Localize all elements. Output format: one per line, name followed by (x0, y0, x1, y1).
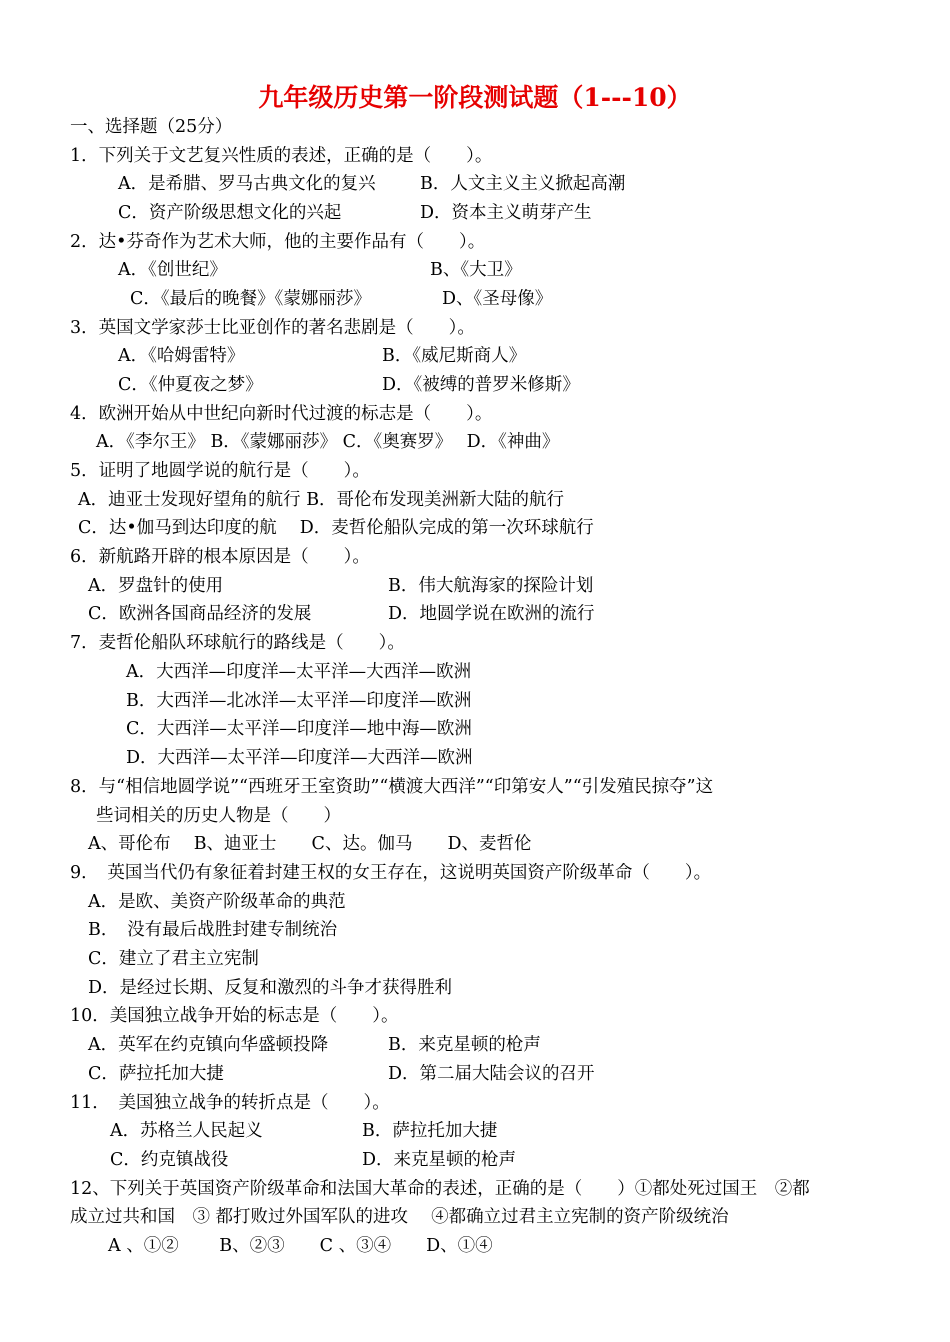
question-1-option-b: B．人文主义主义掀起高潮 (420, 174, 626, 194)
question-6-stem: 6．新航路开辟的根本原因是（ ）。 (70, 547, 370, 567)
question-1-stem: 1．下列关于文艺复兴性质的表述，正确的是（ ）。 (70, 146, 493, 166)
question-10-option-c: C．萨拉托加大捷 (88, 1064, 224, 1084)
question-7-option-c: C．大西洋—太平洋—印度洋—地中海—欧洲 (126, 719, 472, 739)
question-5-options-ab: A．迪亚士发现好望角的航行 B．哥伦布发现美洲新大陆的航行 (78, 490, 565, 510)
question-2-option-c: C．《最后的晚餐》《蒙娜丽莎》 (130, 289, 371, 309)
question-7-option-a: A．大西洋—印度洋—太平洋—大西洋—欧洲 (126, 662, 472, 682)
question-3-option-b: B．《威尼斯商人》 (382, 346, 527, 366)
question-5-stem: 5．证明了地圆学说的航行是（ ）。 (70, 461, 370, 481)
question-11-stem: 11． 美国独立战争的转折点是（ ）。 (70, 1093, 390, 1113)
question-8-options: A、哥伦布 B、迪亚士 C、达。伽马 D、麦哲伦 (88, 834, 532, 854)
question-9-option-c: C．建立了君主立宪制 (88, 949, 259, 969)
question-9-stem: 9． 英国当代仍有象征着封建王权的女王存在，这说明英国资产阶级革命（ ）。 (70, 863, 712, 883)
question-10-option-b: B．来克星顿的枪声 (388, 1035, 541, 1055)
question-8-stem-line-2: 些词相关的历史人物是（ ） (96, 806, 341, 826)
question-9-option-b: B． 没有最后战胜封建专制统治 (88, 920, 338, 940)
question-11-option-d: D．来克星顿的枪声 (362, 1150, 517, 1170)
question-10-option-d: D．第二届大陆会议的召开 (388, 1064, 595, 1084)
question-6-option-d: D．地圆学说在欧洲的流行 (388, 604, 595, 624)
question-6-option-a: A．罗盘针的使用 (88, 576, 224, 596)
question-3-option-a: A．《哈姆雷特》 (118, 346, 245, 366)
question-12-stem-line-1: 12、下列关于英国资产阶级革命和法国大革命的表述，正确的是（ ）①都处死过国王 ②都 (70, 1179, 810, 1199)
question-1-option-a: A．是希腊、罗马古典文化的复兴 (118, 174, 376, 194)
question-7-stem: 7．麦哲伦船队环球航行的路线是（ ）。 (70, 633, 405, 653)
question-1-option-c: C．资产阶级思想文化的兴起 (118, 203, 342, 223)
question-3-option-d: D．《被缚的普罗米修斯》 (382, 375, 580, 395)
page-title: 九年级历史第一阶段测试题（1---10） (258, 83, 692, 112)
question-8-stem-line-1: 8．与“相信地圆学说”“西班牙王室资助”“横渡大西洋”“印第安人”“引发殖民掠夺”这 (70, 777, 714, 797)
question-3-option-c: C．《仲夏夜之梦》 (118, 375, 263, 395)
question-6-option-c: C．欧洲各国商品经济的发展 (88, 604, 312, 624)
question-9-option-a: A．是欧、美资产阶级革命的典范 (88, 892, 346, 912)
question-11-option-c: C．约克镇战役 (110, 1150, 229, 1170)
question-2-option-a: A．《创世纪》 (118, 260, 227, 280)
question-7-option-d: D．大西洋—太平洋—印度洋—大西洋—欧洲 (126, 748, 473, 768)
question-3-stem: 3．英国文学家莎士比亚创作的著名悲剧是（ ）。 (70, 318, 475, 338)
question-5-options-cd: C．达•伽马到达印度的航 D．麦哲伦船队完成的第一次环球航行 (78, 518, 594, 538)
question-12-options: A 、①② B、②③ C 、③④ D、①④ (108, 1236, 493, 1256)
question-11-option-b: B．萨拉托加大捷 (362, 1121, 498, 1141)
question-12-stem-line-2: 成立过共和国 ③ 都打败过外国军队的进攻 ④都确立过君主立宪制的资产阶级统治 (70, 1207, 729, 1227)
question-2-stem: 2．达•芬奇作为艺术大师，他的主要作品有（ ）。 (70, 232, 486, 252)
question-10-option-a: A．英军在约克镇向华盛顿投降 (88, 1035, 329, 1055)
question-1-option-d: D．资本主义萌芽产生 (420, 203, 592, 223)
question-4-stem: 4．欧洲开始从中世纪向新时代过渡的标志是（ ）。 (70, 404, 493, 424)
question-2-option-b: B、《大卫》 (430, 260, 522, 280)
section-heading: 一、选择题（25分） (70, 117, 233, 137)
question-9-option-d: D．是经过长期、反复和激烈的斗争才获得胜利 (88, 978, 453, 998)
question-4-options: A．《李尔王》 B．《蒙娜丽莎》 C．《奥赛罗》 D．《神曲》 (96, 432, 560, 452)
question-11-option-a: A．苏格兰人民起义 (110, 1121, 263, 1141)
question-6-option-b: B．伟大航海家的探险计划 (388, 576, 594, 596)
question-7-option-b: B．大西洋—北冰洋—太平洋—印度洋—欧洲 (126, 691, 472, 711)
question-2-option-d: D、《圣母像》 (442, 289, 553, 309)
question-10-stem: 10．美国独立战争开始的标志是（ ）。 (70, 1006, 399, 1026)
